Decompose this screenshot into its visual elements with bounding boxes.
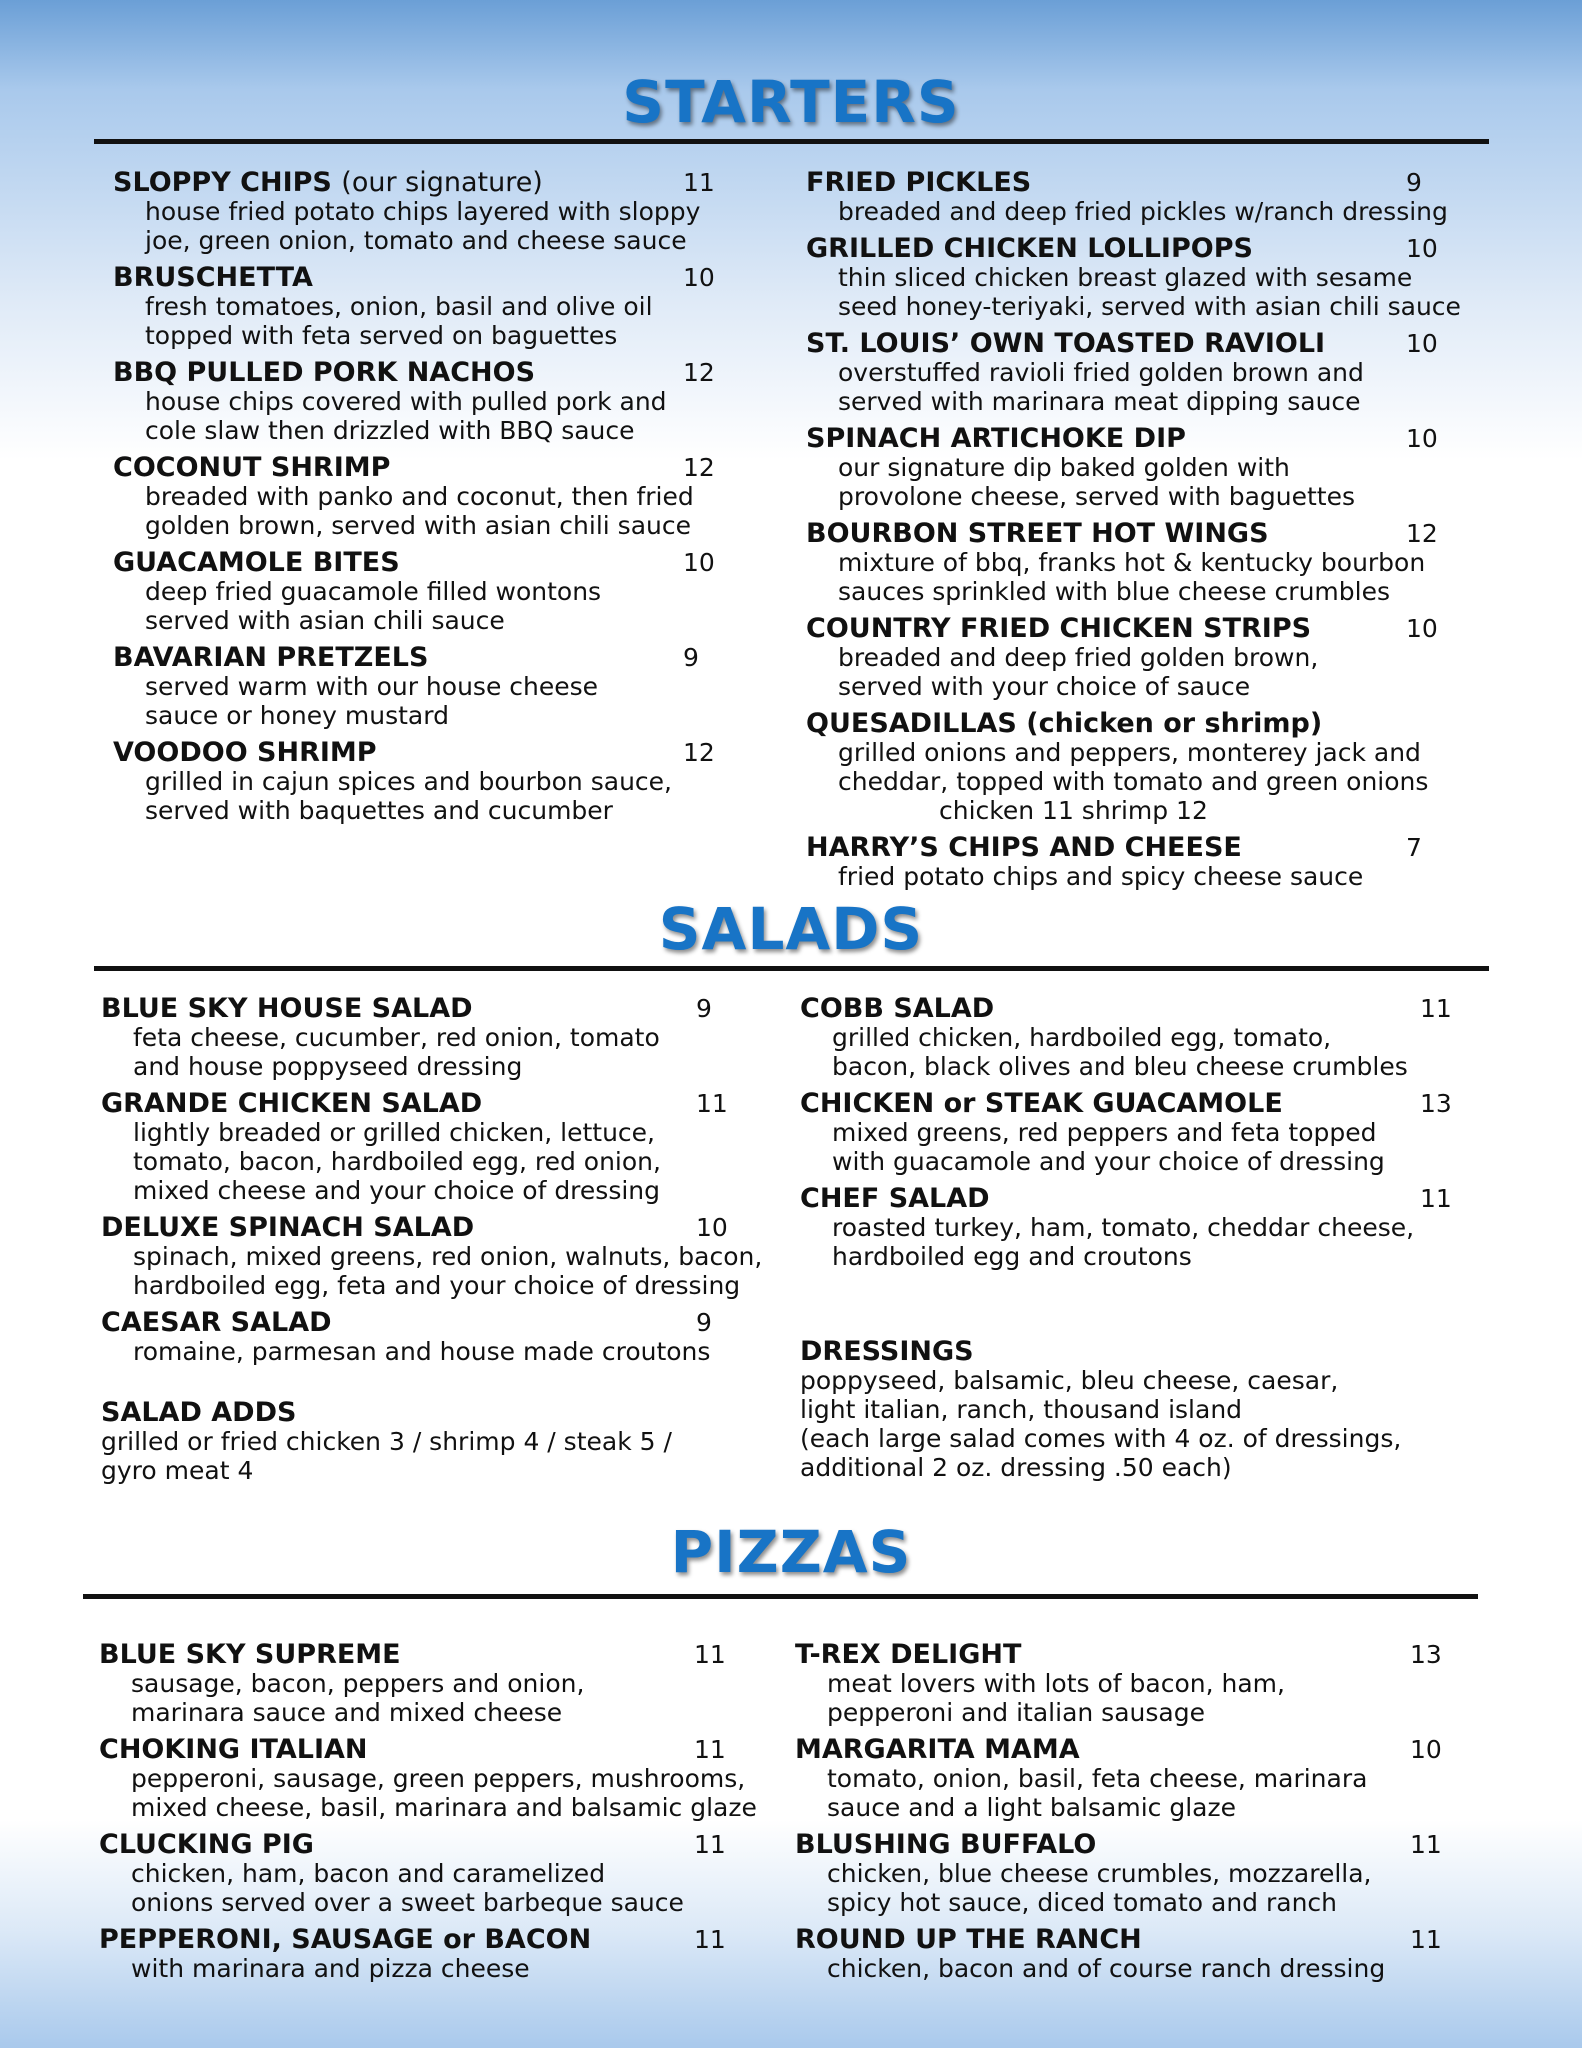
item-name xyxy=(806,424,1466,453)
item-name-text: BRUSCHETTA xyxy=(113,262,313,293)
item-description: breaded with panko and coconut, then fried xyxy=(145,482,694,511)
item-name-text: CLUCKING PIG xyxy=(99,1829,314,1860)
menu-item xyxy=(113,358,733,445)
item-price: 9 xyxy=(696,994,712,1023)
item-name xyxy=(795,1830,1460,1859)
item-description: with marinara and pizza cheese xyxy=(131,1954,530,1983)
item-description: and house poppyseed dressing xyxy=(133,1052,523,1081)
item-description: breaded and deep fried golden brown, xyxy=(838,643,1319,672)
item-price: 10 xyxy=(1406,424,1438,453)
menu-item xyxy=(806,519,1466,606)
item-name xyxy=(99,1640,729,1669)
item-description: overstuffed ravioli fried golden brown and xyxy=(838,358,1364,387)
item-name xyxy=(806,833,1466,862)
item-price: 10 xyxy=(683,263,715,292)
item-description: spinach, mixed greens, red onion, walnuts, bacon, xyxy=(133,1242,763,1271)
item-name xyxy=(101,994,761,1023)
item-name-text: FRIED PICKLES xyxy=(806,167,1032,198)
pizzas-divider xyxy=(83,1594,1478,1599)
item-description: pepperoni, sausage, green peppers, mushrooms, xyxy=(131,1764,746,1793)
item-name-text: CAESAR SALAD xyxy=(101,1307,332,1338)
item-name xyxy=(101,1089,761,1118)
item-name-text: MARGARITA MAMA xyxy=(795,1734,1080,1765)
item-description: hardboiled egg, feta and your choice of dressing xyxy=(133,1271,741,1300)
menu-item xyxy=(806,424,1466,511)
item-name xyxy=(806,234,1466,263)
item-price: 10 xyxy=(696,1213,728,1242)
item-description: roasted turkey, ham, tomato, cheddar cheese, xyxy=(832,1213,1415,1242)
item-name xyxy=(806,709,1466,738)
menu-item xyxy=(806,614,1466,701)
item-description: seed honey-teriyaki, served with asian chili sauce xyxy=(838,292,1461,321)
menu-item xyxy=(101,1213,761,1300)
item-description: grilled onions and peppers, monterey jack and xyxy=(838,738,1421,767)
menu-item xyxy=(800,994,1460,1081)
item-description: breaded and deep fried pickles w/ranch dressing xyxy=(838,197,1448,226)
item-name xyxy=(113,168,733,197)
item-name xyxy=(113,738,733,767)
item-price: 13 xyxy=(1420,1089,1452,1118)
item-name-text: ST. LOUIS’ OWN TOASTED RAVIOLI xyxy=(806,328,1326,359)
item-name xyxy=(99,1925,729,1954)
item-name-text: T-REX DELIGHT xyxy=(795,1639,1022,1670)
salad-adds-line: grilled or fried chicken 3 / shrimp 4 / steak 5 / xyxy=(101,1427,672,1456)
menu-item xyxy=(99,1830,729,1917)
item-name-text: GRANDE CHICKEN SALAD xyxy=(101,1088,483,1119)
salad-adds-title: SALAD ADDS xyxy=(101,1397,297,1428)
salads-divider xyxy=(94,966,1489,971)
item-name xyxy=(113,643,733,672)
item-price: 11 xyxy=(1420,994,1452,1023)
item-price: 10 xyxy=(1406,329,1438,358)
item-name-text: CHOKING ITALIAN xyxy=(99,1734,368,1765)
menu-item xyxy=(806,329,1466,416)
salads-left-column xyxy=(101,994,761,1485)
menu-item xyxy=(113,263,733,350)
item-price: 9 xyxy=(683,643,699,672)
item-price: 10 xyxy=(1410,1735,1442,1764)
item-name-text: BBQ PULLED PORK NACHOS xyxy=(113,357,536,388)
pizzas-right-column xyxy=(795,1640,1460,1991)
item-price: 10 xyxy=(1406,234,1438,263)
menu-item xyxy=(113,643,733,730)
item-name-text: GUACAMOLE BITES xyxy=(113,547,400,578)
item-description: served with baquettes and cucumber xyxy=(145,796,613,825)
dressings-line: light italian, ranch, thousand island xyxy=(800,1395,1243,1424)
item-description: provolone cheese, served with baguettes xyxy=(838,482,1356,511)
item-name xyxy=(113,548,733,577)
menu-item xyxy=(99,1734,757,1822)
menu-item xyxy=(101,1308,761,1366)
menu-item xyxy=(806,234,1466,321)
item-name xyxy=(800,994,1460,1023)
item-price: 12 xyxy=(683,738,715,767)
item-price: 9 xyxy=(696,1308,712,1337)
item-name xyxy=(99,1735,729,1764)
item-description: house fried potato chips layered with sloppy xyxy=(145,197,701,226)
item-description: marinara sauce and mixed cheese xyxy=(131,1698,563,1727)
item-description: tomato, onion, basil, feta cheese, marinara xyxy=(827,1764,1368,1793)
item-name-text: GRILLED CHICKEN LOLLIPOPS xyxy=(806,233,1253,264)
item-description: bacon, black olives and bleu cheese crumbles xyxy=(832,1052,1408,1081)
pizzas-left-column xyxy=(99,1639,757,1991)
item-name xyxy=(795,1925,1460,1954)
item-name-text: ROUND UP THE RANCH xyxy=(795,1924,1142,1955)
starters-left-column xyxy=(113,168,733,833)
item-name-text: BOURBON STREET HOT WINGS xyxy=(806,518,1269,549)
item-name-text: CHEF SALAD xyxy=(800,1183,990,1214)
starters-divider xyxy=(94,139,1489,144)
item-description: topped with feta served on baguettes xyxy=(145,321,618,350)
item-description: fried potato chips and spicy cheese sauce xyxy=(838,862,1364,891)
menu-item xyxy=(113,738,733,825)
item-description: served warm with our house cheese xyxy=(145,672,599,701)
item-description: mixed cheese, basil, marinara and balsamic glaze xyxy=(131,1793,757,1822)
item-name xyxy=(101,1213,761,1242)
item-description: deep fried guacamole filled wontons xyxy=(145,577,602,606)
item-name-text: PEPPERONI, SAUSAGE or BACON xyxy=(99,1924,592,1955)
menu-item xyxy=(795,1640,1460,1727)
item-name xyxy=(795,1735,1460,1764)
starters-right-column xyxy=(806,168,1466,899)
menu-item xyxy=(99,1925,729,1983)
item-name xyxy=(800,1184,1460,1213)
item-name-text: BLUE SKY SUPREME xyxy=(99,1639,401,1670)
item-description: chicken, bacon and of course ranch dressing xyxy=(827,1954,1386,1983)
item-description: joe, green onion, tomato and cheese sauce xyxy=(145,226,687,255)
dressings-line: poppyseed, balsamic, bleu cheese, caesar, xyxy=(800,1366,1339,1395)
item-description: feta cheese, cucumber, red onion, tomato xyxy=(133,1023,660,1052)
item-description: grilled in cajun spices and bourbon sauce, xyxy=(145,767,672,796)
item-name xyxy=(113,453,733,482)
item-name-text: CHICKEN or STEAK GUACAMOLE xyxy=(800,1088,1283,1119)
item-description: served with marinara meat dipping sauce xyxy=(838,387,1361,416)
item-price: 9 xyxy=(1406,168,1422,197)
item-description: mixed cheese and your choice of dressing xyxy=(133,1176,661,1205)
item-price: 10 xyxy=(1406,614,1438,643)
item-price: 11 xyxy=(1410,1925,1442,1954)
menu-item xyxy=(101,1089,761,1205)
item-description: chicken, ham, bacon and caramelized xyxy=(131,1859,606,1888)
item-description: fresh tomatoes, onion, basil and olive oil xyxy=(145,292,653,321)
menu-item xyxy=(795,1735,1460,1822)
item-description: cole slaw then drizzled with BBQ sauce xyxy=(145,416,635,445)
item-name xyxy=(101,1308,761,1337)
item-description: sauce and a light balsamic glaze xyxy=(827,1793,1236,1822)
item-price: 12 xyxy=(1406,519,1438,548)
item-name xyxy=(795,1640,1460,1669)
item-name-text: COUNTRY FRIED CHICKEN STRIPS xyxy=(806,613,1312,644)
item-description: house chips covered with pulled pork and xyxy=(145,387,667,416)
item-name xyxy=(806,168,1466,197)
item-price: 12 xyxy=(683,453,715,482)
item-name-text: SLOPPY CHIPS xyxy=(113,167,332,198)
item-description: sausage, bacon, peppers and onion, xyxy=(131,1669,585,1698)
item-price: 7 xyxy=(1406,833,1422,862)
menu-item xyxy=(113,548,733,635)
item-name-text: SPINACH ARTICHOKE DIP xyxy=(806,423,1186,454)
section-spacer xyxy=(101,1374,761,1398)
menu-item xyxy=(795,1925,1460,1983)
item-price: 11 xyxy=(1420,1184,1452,1213)
item-name-text: COCONUT SHRIMP xyxy=(113,452,391,483)
item-name xyxy=(113,358,733,387)
item-name-text: BLUE SKY HOUSE SALAD xyxy=(101,993,473,1024)
item-description: pepperoni and italian sausage xyxy=(827,1698,1205,1727)
menu-item xyxy=(113,168,733,255)
dressings-line: additional 2 oz. dressing .50 each) xyxy=(800,1453,1232,1482)
item-description: sauce or honey mustard xyxy=(145,701,449,730)
salads-right-column xyxy=(800,994,1460,1482)
item-price: 12 xyxy=(683,358,715,387)
item-name-note: (our signature) xyxy=(341,167,543,198)
dressings-line: (each large salad comes with 4 oz. of dressings, xyxy=(800,1424,1402,1453)
item-price: 11 xyxy=(694,1830,726,1859)
item-name xyxy=(99,1830,729,1859)
pizzas-heading: PIZZAS xyxy=(670,1518,912,1586)
item-description: served with asian chili sauce xyxy=(145,606,505,635)
item-description: tomato, bacon, hardboiled egg, red onion, xyxy=(133,1147,661,1176)
item-description: our signature dip baked golden with xyxy=(838,453,1290,482)
menu-item xyxy=(800,1184,1460,1271)
item-name-text: HARRY’S CHIPS AND CHEESE xyxy=(806,832,1242,863)
item-name-text: QUESADILLAS (chicken or shrimp) xyxy=(806,708,1323,739)
item-description: golden brown, served with asian chili sauce xyxy=(145,511,691,540)
item-description: mixture of bbq, franks hot & kentucky bourbon xyxy=(838,548,1426,577)
menu-item xyxy=(795,1830,1460,1917)
item-name xyxy=(113,263,733,292)
item-price: 11 xyxy=(1410,1830,1442,1859)
item-price-options: chicken 11 shrimp 12 xyxy=(939,796,1208,825)
item-description: mixed greens, red peppers and feta topped xyxy=(832,1118,1377,1147)
item-price: 11 xyxy=(694,1640,726,1669)
menu-item xyxy=(101,994,761,1081)
item-name-text: VOODOO SHRIMP xyxy=(113,737,377,768)
item-description: onions served over a sweet barbeque sauce xyxy=(131,1888,684,1917)
item-name xyxy=(806,614,1466,643)
section-spacer xyxy=(800,1279,1460,1337)
item-description: thin sliced chicken breast glazed with sesame xyxy=(838,263,1413,292)
item-description: grilled chicken, hardboiled egg, tomato, xyxy=(832,1023,1332,1052)
item-description: sauces sprinkled with blue cheese crumbles xyxy=(838,577,1390,606)
dressings-title: DRESSINGS xyxy=(800,1336,974,1367)
menu-item xyxy=(113,453,733,540)
item-description: meat lovers with lots of bacon, ham, xyxy=(827,1669,1285,1698)
item-name-text: BLUSHING BUFFALO xyxy=(795,1829,1097,1860)
item-description: spicy hot sauce, diced tomato and ranch xyxy=(827,1888,1338,1917)
salads-heading: SALADS xyxy=(658,895,924,963)
item-name-text: DELUXE SPINACH SALAD xyxy=(101,1212,475,1243)
item-name xyxy=(806,329,1466,358)
salad-adds-line: gyro meat 4 xyxy=(101,1456,254,1485)
item-name-text: BAVARIAN PRETZELS xyxy=(113,642,429,673)
menu-item xyxy=(800,1089,1460,1176)
item-price: 11 xyxy=(694,1735,726,1764)
menu-item xyxy=(806,833,1466,891)
item-name xyxy=(806,519,1466,548)
item-description: lightly breaded or grilled chicken, lettuce, xyxy=(133,1118,655,1147)
item-price: 10 xyxy=(683,548,715,577)
item-price: 11 xyxy=(683,168,715,197)
item-description: chicken, blue cheese crumbles, mozzarella, xyxy=(827,1859,1372,1888)
menu-item xyxy=(99,1640,729,1727)
starters-heading: STARTERS xyxy=(622,68,960,136)
item-description: with guacamole and your choice of dressing xyxy=(832,1147,1385,1176)
item-description: hardboiled egg and croutons xyxy=(832,1242,1192,1271)
menu-item xyxy=(806,168,1466,226)
item-description: served with your choice of sauce xyxy=(838,672,1251,701)
item-price: 11 xyxy=(696,1089,728,1118)
item-name-text: COBB SALAD xyxy=(800,993,995,1024)
menu-item xyxy=(806,709,1466,825)
item-description: cheddar, topped with tomato and green onions xyxy=(838,767,1429,796)
item-price: 11 xyxy=(694,1925,726,1954)
item-description: romaine, parmesan and house made croutons xyxy=(133,1337,711,1366)
item-name xyxy=(800,1089,1460,1118)
item-price: 13 xyxy=(1410,1640,1442,1669)
